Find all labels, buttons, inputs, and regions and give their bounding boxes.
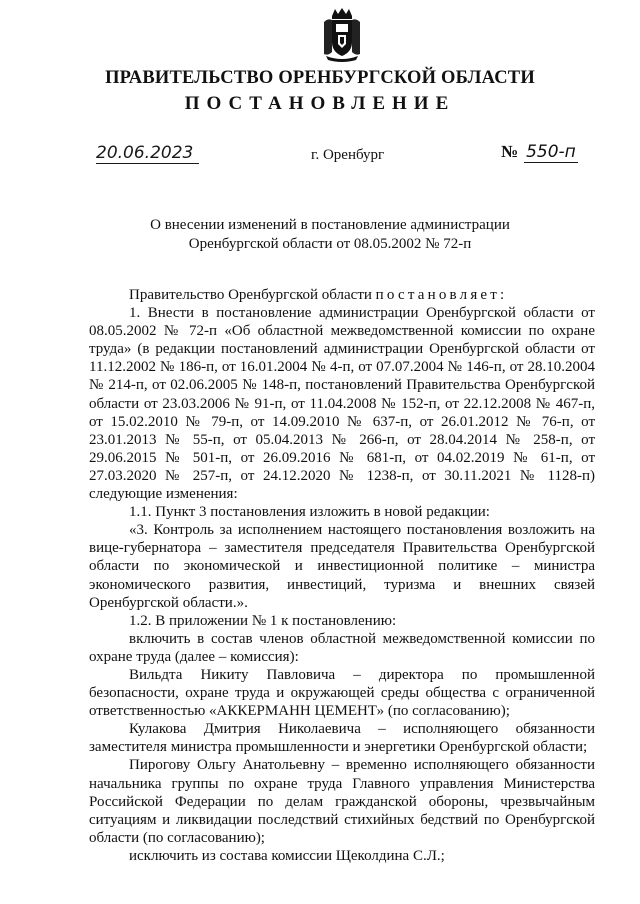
document-type-title: ПОСТАНОВЛЕНИЕ xyxy=(184,93,456,114)
intro-resolves: постановляет: xyxy=(375,287,508,303)
body-paragraph-1-2: 1.2. В приложении № 1 к постановлению: xyxy=(129,612,397,629)
body-member-vildt: Вильдта Никиту Павловича – директора по промышленной безопасности, охране труда и окружающей среды общества с ограниченной ответственностью «АККЕРМАНН ЦЕМЕНТ» (по согласованию); xyxy=(89,666,595,720)
body-include-members: включить в состав членов областной межведомственной комиссии по охране труда (далее – комиссия): xyxy=(89,630,595,665)
document-body xyxy=(89,286,595,865)
document-city: г. Оренбург xyxy=(311,147,385,163)
document-subject xyxy=(80,216,580,254)
number-prefix: № xyxy=(501,142,519,161)
document-number xyxy=(501,141,578,163)
body-paragraph-1: 1. Внести в постановление администрации Оренбургской области от 08.05.2002 № 72-п «Об областной межведомственной комиссии по охране труда» (в редакции постановлений администрации Оренбургской области от 11.12.2002 № 186-п, от 16.01.2004 № 4-п, от 07.07.2004 № 146-п, от 28.10.2004 № 214-п, от 02.06.2005 № 148-п, постановлений Правительства Оренбургской области от 23.03.2006 № 91-п, от 11.04.2008 № 152-п, от 22.12.2008 № 467-п, от 15.02.2010 № 79-п, от 14.09.2010 № 637-п, от 26.01.2012 № 76-п, от 23.01.2013 № 55-п, от 05.04.2013 № 266-п, от 28.04.2014 № 258-п, от 29.06.2015 № 501-п, от 26.09.2016 № 681-п, от 04.02.2019 № 61-п, от 27.03.2020 № 257-п, от 24.12.2020 № 1238-п, от 30.11.2021 № 1128-п) следующие изменения: xyxy=(89,305,595,503)
number-value: 550-п xyxy=(526,142,576,162)
oreburg-coat-of-arms-icon xyxy=(318,6,366,62)
subject-line-2: Оренбургской области от 08.05.2002 № 72-п xyxy=(188,236,472,252)
body-exclude-member: исключить из состава комиссии Щеколдина С.Л.; xyxy=(129,847,445,864)
body-paragraph-1-1: 1.1. Пункт 3 постановления изложить в новой редакции: xyxy=(129,504,490,521)
document-date: 20.06.2023 xyxy=(96,143,199,164)
body-intro xyxy=(89,286,595,304)
subject-line-1: О внесении изменений в постановление администрации xyxy=(150,217,510,233)
body-member-pirogova: Пирогову Ольгу Анатольевну – временно исполняющего обязанности начальника группы по охране труда Главного управления Министерства Российской Федерации по делам гражданской обороны, чрезвычайным ситуациям и ликвидации последствий стихийных бедствий по Оренбургской области (по согласованию); xyxy=(89,757,595,846)
body-member-kulakov: Кулакова Дмитрия Николаевича – исполняющего обязанности заместителя министра промышленности и энергетики Оренбургской области; xyxy=(89,721,595,756)
body-paragraph-3-text: «3. Контроль за исполнением настоящего постановления возложить на вице-губернатора – заместителя председателя Правительства Оренбургской области по экономической и инвестиционной политике – министра экономического развития, инвестиций, туризма и внешних связей Оренбургской области.». xyxy=(89,522,595,611)
intro-text: Правительство Оренбургской области xyxy=(129,287,376,303)
government-title: ПРАВИТЕЛЬСТВО ОРЕНБУРГСКОЙ ОБЛАСТИ xyxy=(105,68,535,88)
